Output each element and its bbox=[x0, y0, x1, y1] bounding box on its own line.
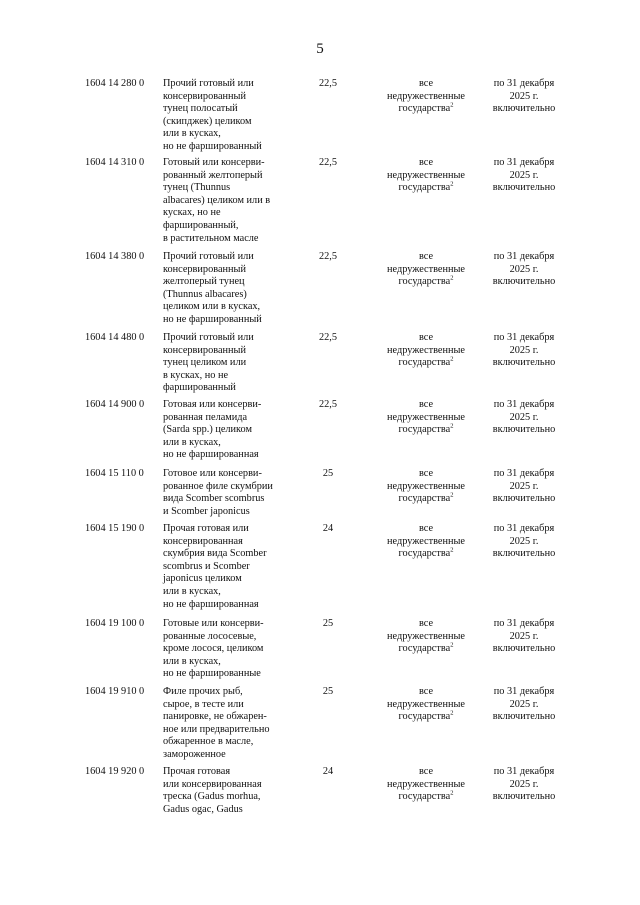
countries-text: все недружественные государства bbox=[387, 766, 465, 803]
validity-term: по 31 декабря 2025 г. включительно bbox=[492, 468, 556, 505]
duty-rate: 25 bbox=[322, 468, 334, 479]
countries-text: все недружественные государства bbox=[387, 468, 465, 505]
footnote-marker: 2 bbox=[450, 274, 454, 282]
goods-description: Прочий готовый или консервированный тунец полосатый (скипджек) целиком или в кусках, но не фаршированный bbox=[163, 78, 262, 152]
duty-rate: 24 bbox=[322, 523, 334, 534]
countries-cell bbox=[374, 399, 478, 437]
countries-text: все недружественные государства bbox=[387, 523, 465, 560]
countries-cell bbox=[374, 332, 478, 370]
tariff-code: 1604 15 110 0 bbox=[85, 468, 144, 479]
validity-term: по 31 декабря 2025 г. включительно bbox=[492, 157, 556, 194]
goods-description: Прочий готовый или консервированный желтоперый тунец (Thunnus albacares) целиком или в кусках, но не фаршированный bbox=[163, 251, 262, 325]
tariff-code: 1604 19 910 0 bbox=[85, 686, 145, 697]
tariff-code: 1604 19 920 0 bbox=[85, 766, 145, 777]
goods-description: Готовая или консерви- рованная пеламида (Sarda spp.) целиком или в кусках, но не фаршированная bbox=[163, 399, 262, 461]
countries-cell bbox=[374, 157, 478, 195]
countries-text: все недружественные государства bbox=[387, 399, 465, 436]
footnote-marker: 2 bbox=[450, 491, 454, 499]
footnote-marker: 2 bbox=[450, 546, 454, 554]
validity-term: по 31 декабря 2025 г. включительно bbox=[492, 686, 556, 723]
goods-description: Прочая готовая или консервированная скумбрия вида Scomber scombrus и Scomber japonicus целиком или в кусках, но не фаршированная bbox=[163, 523, 267, 610]
countries-text: все недружественные государства bbox=[387, 686, 465, 723]
duty-rate: 22,5 bbox=[318, 251, 338, 262]
countries-cell bbox=[374, 468, 478, 506]
validity-term: по 31 декабря 2025 г. включительно bbox=[492, 399, 556, 436]
tariff-code: 1604 15 190 0 bbox=[85, 523, 145, 534]
goods-description: Готовые или консерви- рованные лососевые, кроме лосося, целиком или в кусках, но не фаршированные bbox=[163, 618, 264, 680]
validity-term: по 31 декабря 2025 г. включительно bbox=[492, 78, 556, 115]
countries-text: все недружественные государства bbox=[387, 332, 465, 369]
tariff-code: 1604 14 380 0 bbox=[85, 251, 145, 262]
countries-text: все недружественные государства bbox=[387, 157, 465, 194]
countries-cell bbox=[374, 686, 478, 724]
duty-rate: 22,5 bbox=[318, 399, 338, 410]
countries-text: все недружественные государства bbox=[387, 618, 465, 655]
footnote-marker: 2 bbox=[450, 180, 454, 188]
validity-term: по 31 декабря 2025 г. включительно bbox=[492, 523, 556, 560]
duty-rate: 25 bbox=[322, 618, 334, 629]
countries-cell bbox=[374, 251, 478, 289]
footnote-marker: 2 bbox=[450, 422, 454, 430]
goods-description: Прочая готовая или консервированная треска (Gadus morhua, Gadus ogac, Gadus bbox=[163, 766, 262, 815]
duty-rate: 22,5 bbox=[318, 78, 338, 89]
page-number: 5 bbox=[316, 41, 324, 57]
footnote-marker: 2 bbox=[450, 641, 454, 649]
countries-cell bbox=[374, 78, 478, 116]
duty-rate: 24 bbox=[322, 766, 334, 777]
footnote-marker: 2 bbox=[450, 789, 454, 797]
validity-term: по 31 декабря 2025 г. включительно bbox=[492, 332, 556, 369]
countries-cell bbox=[374, 766, 478, 804]
goods-description: Готовое или консерви- рованное филе скумбрии вида Scomber scombrus и Scomber japonicus bbox=[163, 468, 273, 517]
tariff-code: 1604 14 310 0 bbox=[85, 157, 145, 168]
footnote-marker: 2 bbox=[450, 101, 454, 109]
duty-rate: 22,5 bbox=[318, 332, 338, 343]
countries-text: все недружественные государства bbox=[387, 251, 465, 288]
goods-description: Прочий готовый или консервированный тунец целиком или в кусках, но не фаршированный bbox=[163, 332, 254, 394]
footnote-marker: 2 bbox=[450, 355, 454, 363]
validity-term: по 31 декабря 2025 г. включительно bbox=[492, 766, 556, 803]
validity-term: по 31 декабря 2025 г. включительно bbox=[492, 251, 556, 288]
tariff-code: 1604 14 900 0 bbox=[85, 399, 145, 410]
countries-cell bbox=[374, 523, 478, 561]
footnote-marker: 2 bbox=[450, 709, 454, 717]
tariff-code: 1604 19 100 0 bbox=[85, 618, 145, 629]
countries-cell bbox=[374, 618, 478, 656]
tariff-code: 1604 14 280 0 bbox=[85, 78, 145, 89]
countries-text: все недружественные государства bbox=[387, 78, 465, 115]
duty-rate: 25 bbox=[322, 686, 334, 697]
duty-rate: 22,5 bbox=[318, 157, 338, 168]
goods-description: Готовый или консерви- рованный желтоперый тунец (Thunnus albacares) целиком или в кусках, но не фаршированный, в растительном масле bbox=[163, 157, 271, 244]
validity-term: по 31 декабря 2025 г. включительно bbox=[492, 618, 556, 655]
tariff-code: 1604 14 480 0 bbox=[85, 332, 145, 343]
goods-description: Филе прочих рыб, сырое, в тесте или панировке, не обжарен- ное или предварительно обжаренное в масле, замороженное bbox=[163, 686, 270, 760]
